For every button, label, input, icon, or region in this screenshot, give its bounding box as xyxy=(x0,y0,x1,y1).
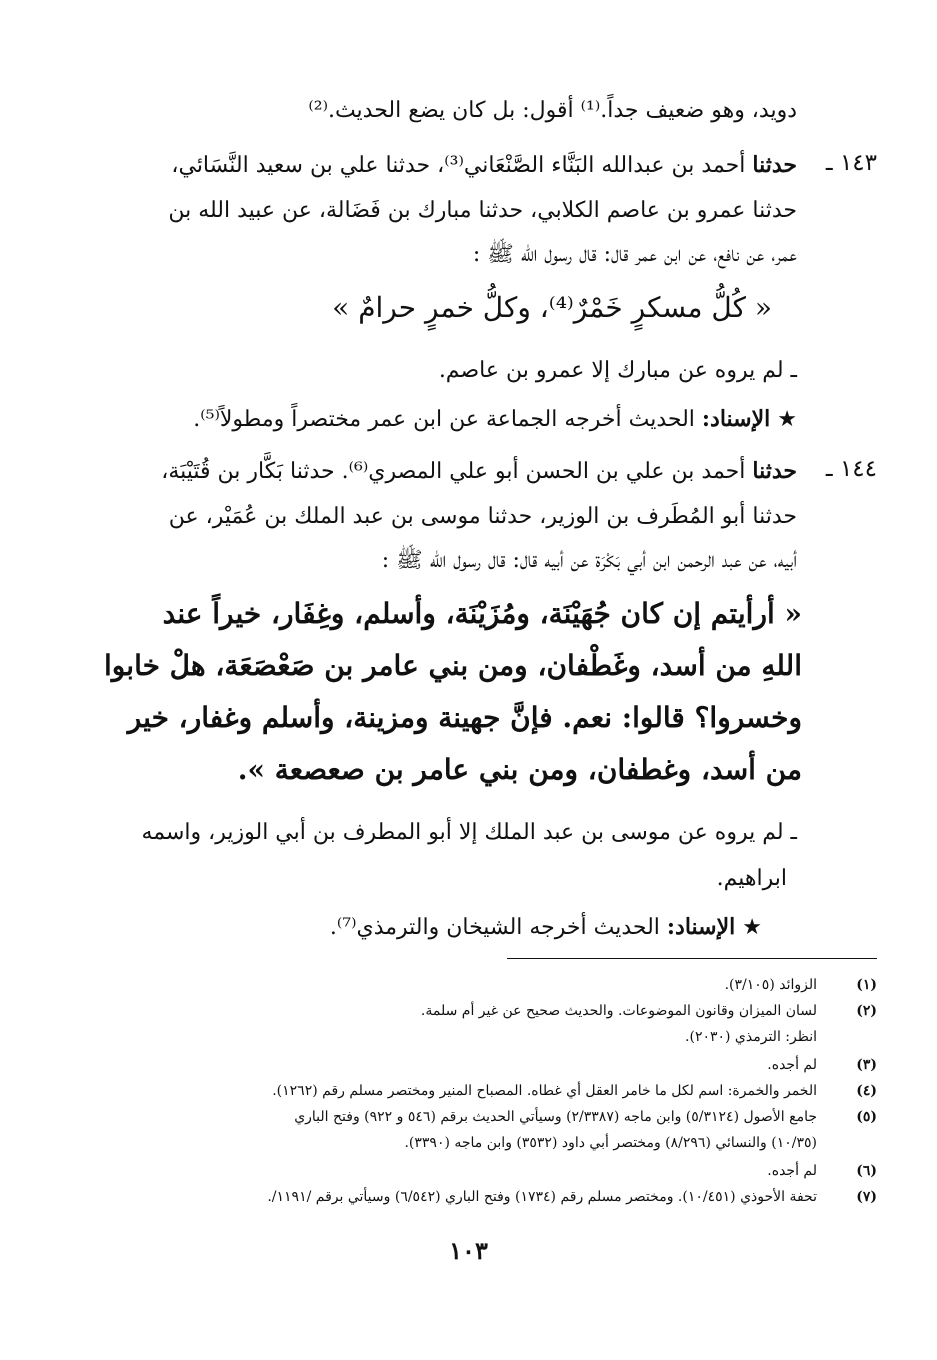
footnote xyxy=(421,1000,877,1022)
hadith-144-matn-line: اللهِ من أسد، وغَطْفان، ومن بني عامر بن صَعْصَعَة، هلْ خابوا xyxy=(104,649,802,682)
footnote-text: لم أجده. xyxy=(767,1163,817,1179)
footnote xyxy=(272,1080,877,1102)
hadith-143-chain-line: حدثنا عمرو بن عاصم الكلابي، حدثنا مبارك بن فَضَالة، عن عبيد الله بن xyxy=(168,198,797,223)
hadith-chain-text: أحمد بن عبدالله البَنَّاء الصَّنْعَاني⁽³⁾، حدثنا علي بن سعيد النَّسَائي، xyxy=(171,153,746,178)
hadith-144-matn-line: من أسد، وغطفان، ومن بني عامر بن صعصعة ». xyxy=(237,753,802,786)
hadith-143-isnad xyxy=(193,404,797,435)
isnad-label: الإسناد: xyxy=(666,914,736,940)
footnote-number: (٦) xyxy=(856,1163,877,1179)
hadith-144-chain-line xyxy=(161,456,797,487)
footnote-continuation: (١٠/٣٥) والنسائي (٨/٢٩٦) ومختصر أبي داود (٣٥٣٢) وابن ماجه (٣٣٩٠). xyxy=(404,1135,817,1151)
footnote-text: لم أجده. xyxy=(767,1057,817,1073)
footnote-number: (٥) xyxy=(856,1109,877,1125)
hadith-number-143: ١٤٣ ـ xyxy=(825,150,877,176)
footnote-continuation: انظر: الترمذي (٢٠٣٠). xyxy=(685,1029,817,1045)
footnote xyxy=(294,1106,877,1128)
hadith-lead-word: حدثنا xyxy=(752,152,797,178)
footnote-text: الزوائد (٣/١٠٥). xyxy=(724,977,817,993)
footnote-number: (٤) xyxy=(856,1083,877,1099)
hadith-lead-word: حدثنا xyxy=(752,458,797,484)
footnote-text: لسان الميزان وقانون الموضوعات. والحديث صحيح عن غير أم سلمة. xyxy=(420,1003,817,1019)
hadith-144-note: ابراهيم. xyxy=(716,866,787,891)
footnote-text: الخمر والخمرة: اسم لكل ما خامر العقل أي غطاه. المصباح المنير ومختصر مسلم رقم (١٢٦٢). xyxy=(272,1083,817,1099)
isnad-text: الحديث أخرجه الشيخان والترمذي⁽⁷⁾. xyxy=(329,915,660,940)
isnad-text: الحديث أخرجه الجماعة عن ابن عمر مختصراً ومطولاً⁽⁵⁾. xyxy=(193,407,695,432)
footnote-number: (٢) xyxy=(856,1003,877,1019)
isnad-label: الإسناد: xyxy=(701,406,771,432)
hadith-143-matn: « كُلُّ مسكرٍ خَمْرٌ⁽⁴⁾، وكلُّ خمرٍ حرامٌ » xyxy=(332,291,772,324)
footnote-number: (١) xyxy=(856,977,877,993)
hadith-144-matn-line: « أرأيتم إن كان جُهَيْنَة، ومُزَيْنَة، وأسلم، وغِفَار، خيراً عند xyxy=(162,597,802,630)
footnote-text: جامع الأصول (٥/٣١٢٤) وابن ماجه (٢/٣٣٨٧) وسيأتي الحديث برقم (٥٤٦ و ٩٢٢) وفتح الباري xyxy=(294,1109,817,1125)
footnote-number: (٧) xyxy=(856,1189,877,1205)
hadith-144-chain-line: حدثنا أبو المُطَرف بن الوزير، حدثنا موسى بن عبد الملك بن عُمَيْر، عن xyxy=(168,504,797,529)
footnote xyxy=(767,1160,877,1182)
footnote-divider xyxy=(507,958,877,959)
hadith-143-note: ـ لم يروه عن مبارك إلا عمرو بن عاصم. xyxy=(438,358,797,383)
footnote-number: (٣) xyxy=(856,1057,877,1073)
hadith-144-isnad xyxy=(330,912,762,943)
hadith-143-chain-line: عمر، عن نافع، عن ابن عمر قال: قال رسول الله ﷺ : xyxy=(472,242,797,267)
footnote-text: تحفة الأحوذي (١٠/٤٥١). ومختصر مسلم رقم (١٧٣٤) وفتح الباري (٦/٥٤٢) وسيأتي برقم /١١٩١/. xyxy=(267,1189,817,1205)
page-number: ١٠٣ xyxy=(449,1236,488,1265)
hadith-143-chain-line xyxy=(171,150,797,181)
text-line: دويد، وهو ضعيف جداً.⁽¹⁾ أقول: بل كان يضع الحديث.⁽²⁾ xyxy=(308,98,797,123)
footnote xyxy=(725,974,877,996)
footnote xyxy=(767,1054,877,1076)
hadith-144-note: ـ لم يروه عن موسى بن عبد الملك إلا أبو المطرف بن أبي الوزير، واسمه xyxy=(141,820,797,845)
hadith-144-chain-line: أبيه، عن عبد الرحمن ابن أبي بَكْرَة عن أبيه قال: قال رسول الله ﷺ : xyxy=(381,548,797,573)
star-icon: ★ xyxy=(777,407,797,432)
hadith-144-matn-line: وخسروا؟ قالوا: نعم. فإنَّ جهينة ومزينة، وأسلم وغفار، خير xyxy=(127,701,802,734)
star-icon: ★ xyxy=(742,915,762,940)
hadith-chain-text: أحمد بن علي بن الحسن أبو علي المصري⁽⁶⁾. حدثنا بَكَّار بن قُتَيْبَة، xyxy=(161,459,746,484)
footnote xyxy=(267,1186,877,1208)
hadith-number-144: ١٤٤ ـ xyxy=(825,456,877,482)
